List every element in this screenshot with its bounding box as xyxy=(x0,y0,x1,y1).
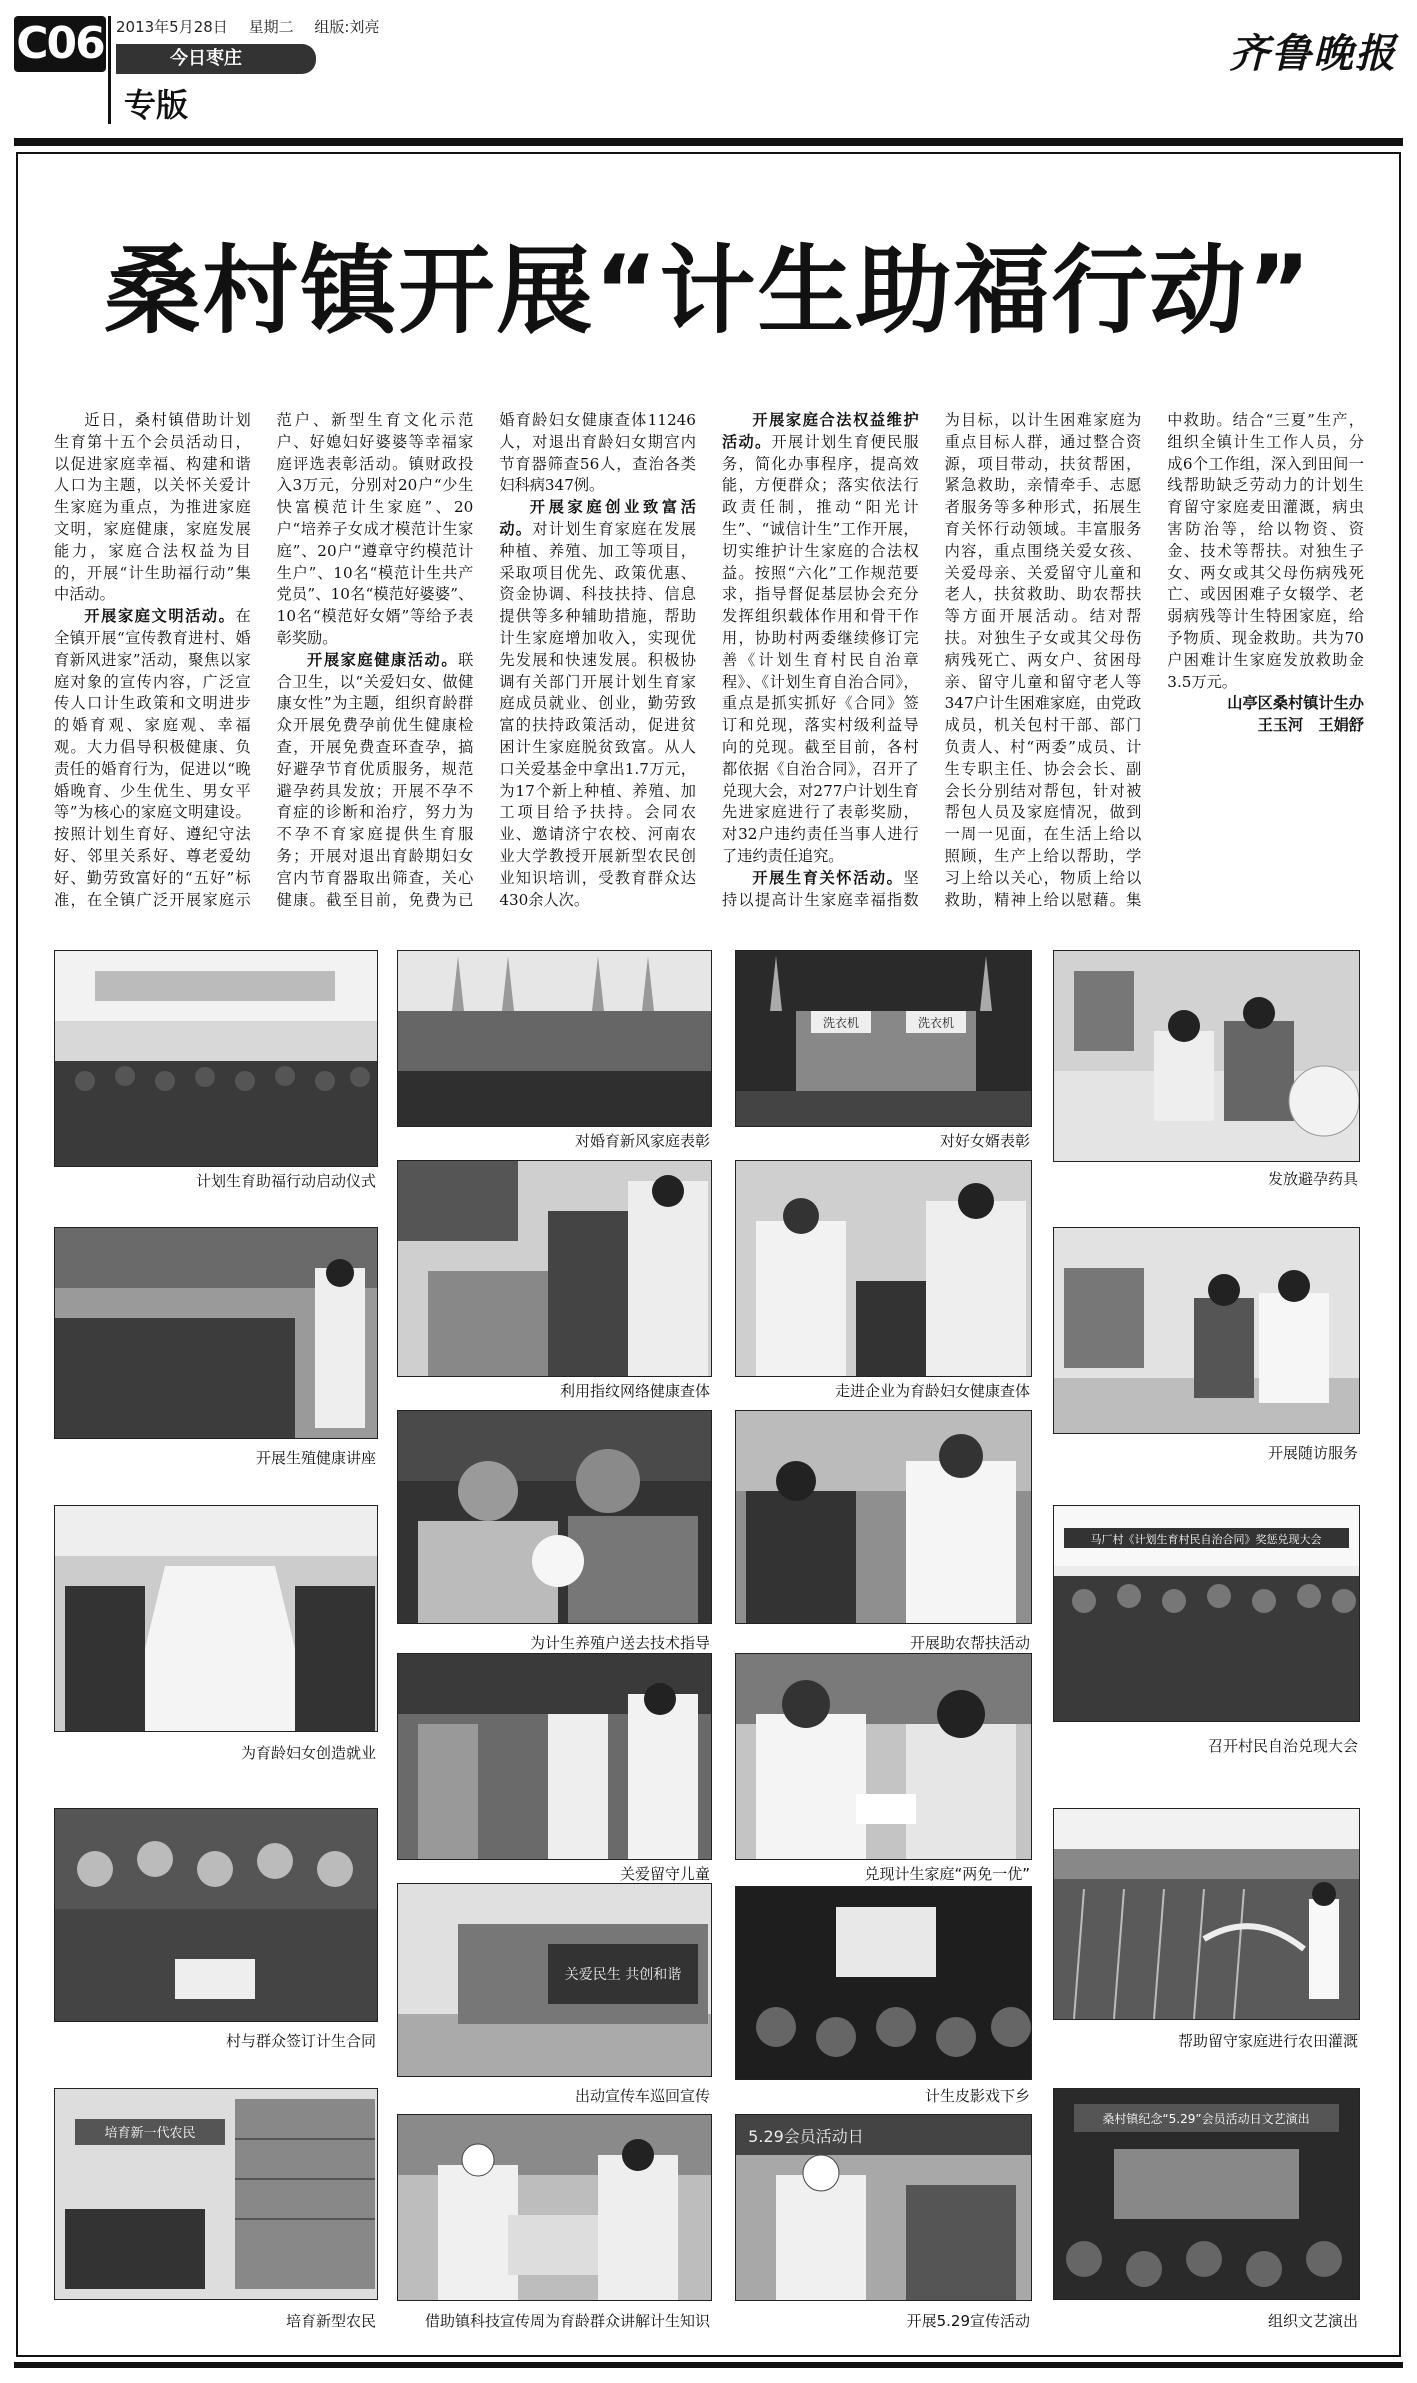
article-body xyxy=(54,410,1364,918)
article-intro: 近日，桑村镇借助计划生育第十五个会员活动日，以促进家庭幸福、构建和谐人口为主题，以关怀关爱计生家庭为重点，为推进家庭文明，家庭健康，家庭发展能力，家庭合法权益为目的，开展“计生助福行动”集中活动。 xyxy=(54,411,251,604)
article-section xyxy=(499,497,696,911)
section-text: 联合卫生，以“关爱妇女、做健康女性”为主题，组织育龄群众开展免费孕前优生健康检查，开展免费查环查孕，搞好避孕节育优质服务，规范避孕药具发放；开展不孕不育症的诊断和治疗，努力为不孕不育家庭提供生育服务；开展对退出育龄期妇女宫内节育器取出筛查，关心健康。截至目前，免费为已婚育龄妇女健康查体11246人，对退出育龄妇女期宫内节育器筛查56人，查治各类妇科病347例。 xyxy=(276,411,696,909)
photo-village-meeting xyxy=(1053,1505,1360,1722)
banner-meeting-text: 马厂村《计划生育村民自治合同》奖惩兑现大会 xyxy=(1090,1533,1322,1546)
photo-caption: 出动宣传车巡回宣传 xyxy=(574,2087,710,2105)
banner-library-text: 培育新一代农民 xyxy=(104,2126,196,2141)
photo-irrigation xyxy=(1053,1808,1360,2020)
photo-caption: 为计生养殖户送去技术指导 xyxy=(529,1634,710,1652)
banner-529-text: 5.29会员活动日 xyxy=(748,2127,864,2146)
photo-farm-help xyxy=(735,1410,1032,1624)
photo-health-lecture xyxy=(54,1227,378,1439)
photo-caption: 村与群众签订计生合同 xyxy=(225,2032,376,2050)
issue-editor: 组版:刘亮 xyxy=(314,18,380,36)
photo-caption: 开展助农帮扶活动 xyxy=(909,1634,1030,1652)
section-title: 专版 xyxy=(124,86,189,124)
photo-caption: 对婚育新风家庭表彰 xyxy=(574,1132,710,1150)
section-heading: 开展家庭合法权益维护活动。 xyxy=(721,411,919,451)
photo-caption: 借助镇科技宣传周为育龄群众讲解计生知识 xyxy=(424,2312,710,2330)
issue-info xyxy=(116,16,395,37)
banner-stage-text: 桑村镇纪念“5.29”会员活动日文艺演出 xyxy=(1102,2112,1310,2126)
section-text: 坚持以提高计生家庭幸福指数为目标，以计生困难家庭为重点目标人群，通过整合资源，项目带动，扶贫帮困，紧急救助，亲情牵手、志愿者服务等多种形式，拓展生育关怀行动领域。丰富服务内容，重点围绕关爱女孩、关爱母亲、关爱留守儿童和老人，扶贫救助、助农帮扶等方面开展活动。结对帮扶。对独生子女或其父母伤病残死亡、两女户、贫困母亲、留守儿童和留守老人等347户计生困难家庭，由党政成员，机关包村干部、部门负责人、村“两委”成员、计生专职主任、协会会长、副会长分别结对帮包，针对被帮包人员及家庭情况，做到一周一见面，在生活上给以照顾，生产上给以帮助，学习上给以关心，物质上给以救助，精神上给以慰藉。集中救助。结合“三夏”生产，组织全镇计生工作人员，分成6个工作组，深入到田间一线帮助缺乏劳动力的计划生育留守家庭麦田灌溉，病虫害防治等，给以物资、资金、技术等帮扶。对独生子女、两女或其父母伤病残死亡、或因困难子女辍学、老弱病残等计生特困家庭，给予物质、现金救助。共为70户困难计生家庭发放救助金3.5万元。 xyxy=(721,411,1364,909)
photo-enterprise-checkup xyxy=(735,1160,1032,1377)
photo-left-behind-children xyxy=(397,1653,712,1860)
photo-caption: 召开村民自治兑现大会 xyxy=(1207,1737,1358,1755)
photo-caption: 计划生育助福行动启动仪式 xyxy=(195,1172,376,1190)
photo-caption: 开展生殖健康讲座 xyxy=(255,1449,376,1467)
photo-contract-signing xyxy=(54,1808,378,2022)
section-heading: 开展家庭健康活动。 xyxy=(307,650,459,669)
page-number: C06 xyxy=(14,16,106,72)
photo-award-son-in-law xyxy=(735,950,1032,1127)
photo-caption: 为育龄妇女创造就业 xyxy=(240,1744,376,1762)
bottom-rule xyxy=(14,2362,1403,2368)
photo-529-event xyxy=(735,2114,1032,2301)
photo-award-marriage xyxy=(397,950,712,1127)
photo-performance xyxy=(1053,2088,1360,2300)
photo-caption: 兑现计生家庭“两免一优” xyxy=(864,1865,1030,1883)
photo-employment xyxy=(54,1505,378,1732)
sign-text: 洗衣机 xyxy=(917,1016,955,1030)
photo-caption: 帮助留守家庭进行农田灌溉 xyxy=(1177,2032,1358,2050)
photo-promo-trucks xyxy=(397,1883,712,2077)
issue-date: 2013年5月28日 xyxy=(116,18,228,36)
photo-launch-ceremony xyxy=(54,950,378,1167)
headline: 桑村镇开展“计生助福行动” xyxy=(104,235,1313,347)
photo-caption: 开展随访服务 xyxy=(1267,1444,1358,1462)
section-heading: 开展家庭文明活动。 xyxy=(84,607,236,626)
section-text: 对计划生育家庭在发展种植、养殖、加工等项目，采取项目优先、政策优惠、资金协调、科技扶持、信息提供等多种辅助措施，帮助计生家庭增加收入，实现优先发展和快速发展。积极协调有关部门开展计划生育家庭成员就业、创业，勤劳致富的扶持政策活动，促进贫困计生家庭脱贫致富。从人口关爱基金中拿出1.7万元，为17个新上种植、养殖、加工项目给予扶持。会同农业、邀请济宁农校、河南农业大学教授开展新型农民创业知识培训，受教育群众达430余人次。 xyxy=(499,519,696,909)
photo-contraceptives xyxy=(1053,950,1360,1162)
sign-text: 洗衣机 xyxy=(822,1016,860,1030)
photo-new-farmers xyxy=(54,2088,378,2300)
byline-names: 王玉河 王娟舒 xyxy=(1257,716,1364,735)
photo-follow-up xyxy=(1053,1227,1360,1434)
photo-shadow-play xyxy=(735,1886,1032,2080)
issue-weekday: 星期二 xyxy=(248,18,294,36)
byline-org: 山亭区桑村镇计生办 xyxy=(1227,694,1364,713)
photo-tech-guidance xyxy=(397,1410,712,1624)
header-divider xyxy=(108,16,111,124)
photo-caption: 关爱留守儿童 xyxy=(619,1865,710,1883)
photo-caption: 利用指纹网络健康查体 xyxy=(559,1382,710,1400)
section-text: 开展计划生育便民服务，简化办事程序，提高效能，方便群众；落实依法行政责任制，推动“阳光计生”、“诚信计生”工作开展，切实维护计生家庭的合法权益。按照“六化”工作规范要求，指导督促基层协会充分发挥组织载体作用和骨干作用，协助村两委继续修订完善《计划生育村民自治章程》、《计划生育自治合同》，重点是抓实抓好《合同》签订和兑现，落实村级利益导向的兑现。截至目前，各村都依据《自治合同》，召开了兑现大会，对277户计划生育先进家庭进行了表彰奖励，对32户违约责任当事人进行了违约责任追究。 xyxy=(721,432,919,865)
section-heading: 开展生育关怀活动。 xyxy=(752,868,904,887)
newspaper-masthead: 齐鲁晚报 xyxy=(1229,30,1397,77)
section-tab: 今日枣庄 xyxy=(116,44,316,74)
photo-caption: 培育新型农民 xyxy=(285,2312,376,2330)
section-heading: 开展家庭创业致富活动。 xyxy=(499,498,696,538)
photo-science-week xyxy=(397,2114,712,2301)
photo-caption: 开展5.29宣传活动 xyxy=(906,2312,1030,2330)
photo-fingerprint-checkup xyxy=(397,1160,712,1377)
photo-caption: 组织文艺演出 xyxy=(1267,2312,1358,2330)
photo-caption: 走进企业为育龄妇女健康查体 xyxy=(834,1382,1030,1400)
top-rule xyxy=(14,138,1403,146)
photo-two-exemptions xyxy=(735,1653,1032,1860)
photo-caption: 对好女婿表彰 xyxy=(939,1132,1030,1150)
photo-caption: 发放避孕药具 xyxy=(1267,1170,1358,1188)
article-section xyxy=(722,410,919,868)
banner-truck-text: 关爱民生 共创和谐 xyxy=(564,1967,682,1983)
section-text: 在全镇开展“宣传教育进村、婚育新风进家”活动，聚焦以家庭对象的宣传内容，广泛宣传人口计生政策和文明进步的婚育观、家庭观、幸福观。大力倡导积极健康、负责任的婚育行为，促进以“晚婚晚育、少生优生、男女平等”为核心的家庭文明建设。按照计划生育好、遵纪守法好、邻里关系好、尊老爱幼好、勤劳致富好的“五好”标准，在全镇广泛开展家庭示范户、新型生育文化示范户、好媳妇好婆婆等幸福家庭评选表彰活动。镇财政投入3万元，分别对20户“少生快富模范计生家庭”、20户“培养子女成才模范计生家庭”、20户“遵章守约模范计生户”、10名“模范计生共产党员”、10名“模范好婆婆”、10名“模范好女婿”等给予表彰奖励。 xyxy=(54,411,474,909)
photo-caption: 计生皮影戏下乡 xyxy=(924,2087,1030,2105)
